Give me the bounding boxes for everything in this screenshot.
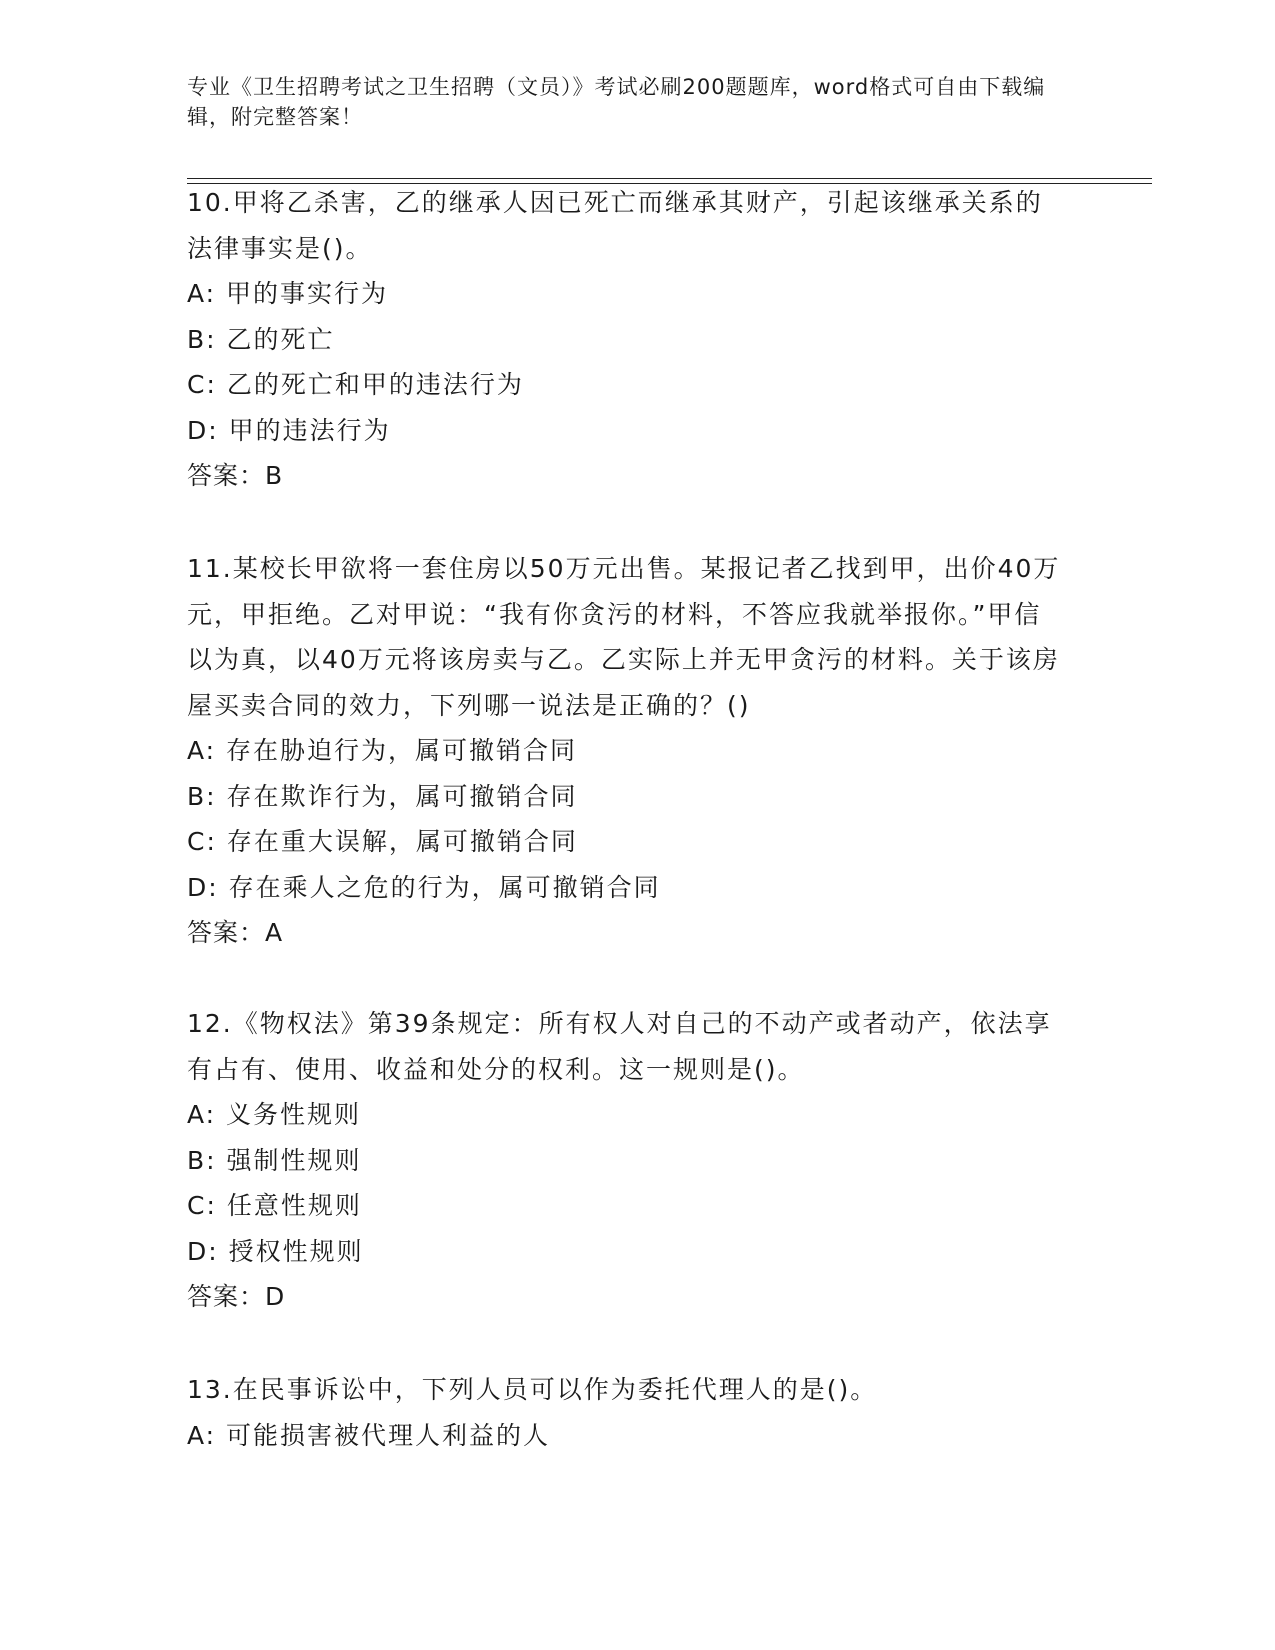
option-a: A: 义务性规则: [187, 1100, 362, 1129]
answer: 答案：B: [187, 461, 284, 490]
question-11: [187, 546, 1067, 956]
question-13: [187, 1367, 1067, 1458]
question-stem: 11.某校长甲欲将一套住房以50万元出售。某报记者乙找到甲，出价40万元，甲拒绝。乙对甲说：“我有你贪污的材料，不答应我就举报你。”甲信以为真，以40万元将该房卖与乙。乙实际上并无甲贪污的材料。关于该房屋买卖合同的效力，下列哪一说法是正确的？(): [187, 554, 1061, 720]
option-c: C: 任意性规则: [187, 1191, 362, 1220]
question-10: [187, 180, 1067, 499]
option-a: A: 可能损害被代理人利益的人: [187, 1420, 551, 1450]
answer: 答案：A: [187, 918, 284, 947]
question-stem: 12.《物权法》第39条规定：所有权人对自己的不动产或者动产，依法享有占有、使用、收益和处分的权利。这一规则是()。: [187, 1009, 1052, 1084]
option-d: D: 授权性规则: [187, 1236, 364, 1266]
question-stem: 10.甲将乙杀害，乙的继承人因已死亡而继承其财产，引起该继承关系的法律事实是()。: [187, 188, 1043, 263]
question-12: [187, 1001, 1067, 1320]
option-c: C: 存在重大误解，属可撤销合同: [187, 827, 578, 856]
option-b: B: 存在欺诈行为，属可撤销合同: [187, 781, 578, 811]
option-c: C: 乙的死亡和甲的违法行为: [187, 370, 524, 399]
option-d: D: 存在乘人之危的行为，属可撤销合同: [187, 872, 661, 902]
option-a: A: 存在胁迫行为，属可撤销合同: [187, 736, 578, 765]
document-header: 专业《卫生招聘考试之卫生招聘（文员）》考试必刷200题题库，word格式可自由下载编辑，附完整答案！: [187, 75, 1046, 129]
option-b: B: 强制性规则: [187, 1145, 362, 1175]
answer: 答案：D: [187, 1282, 286, 1311]
option-a: A: 甲的事实行为: [187, 279, 389, 308]
option-d: D: 甲的违法行为: [187, 415, 391, 445]
header-divider-top: [187, 178, 1152, 179]
option-b: B: 乙的死亡: [187, 324, 335, 354]
question-stem: 13.在民事诉讼中，下列人员可以作为委托代理人的是()。: [187, 1375, 878, 1404]
